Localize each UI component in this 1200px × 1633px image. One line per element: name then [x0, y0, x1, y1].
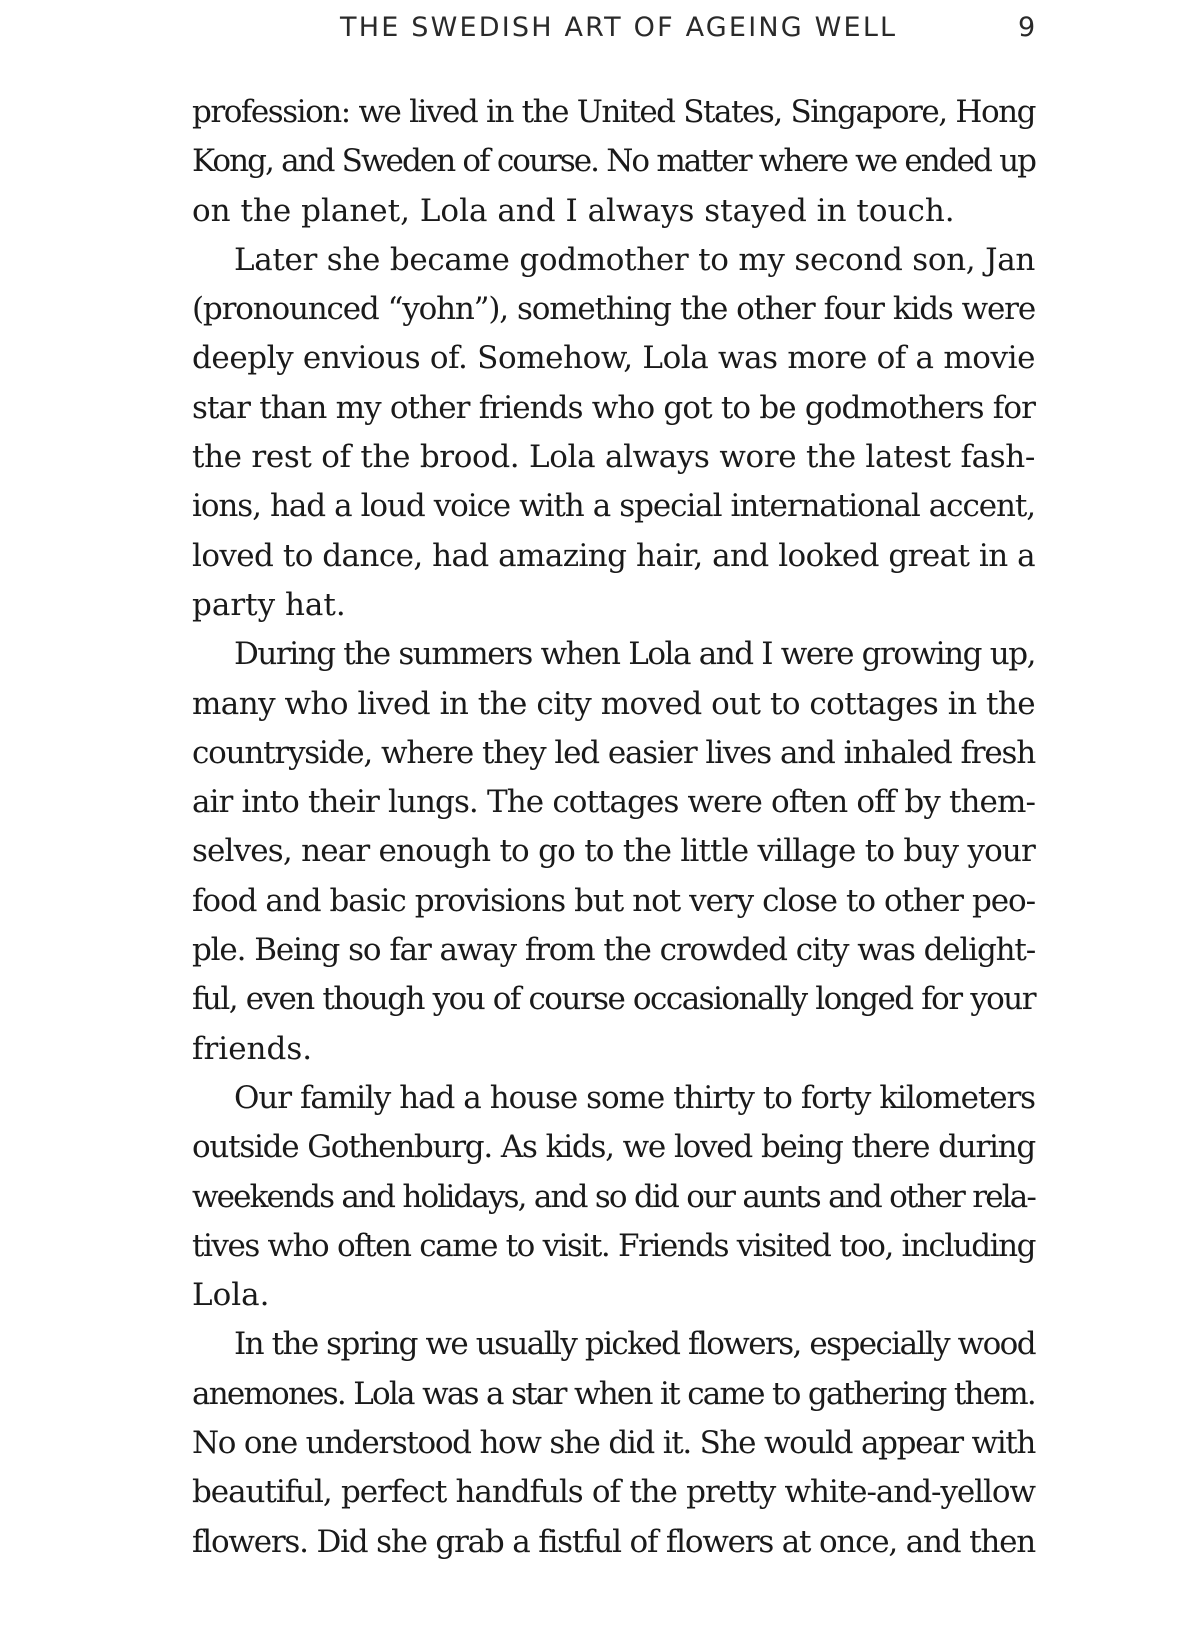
text-line: friends. [192, 1030, 313, 1067]
text-line: star than my other friends who got to be godmothers for [192, 389, 1035, 426]
book-title: THE SWEDISH ART OF AGEING WELL [340, 12, 898, 43]
paragraph [192, 630, 1035, 1074]
text-line: loved to dance, had amazing hair, and looked great in a [192, 537, 1035, 574]
text-line: many who lived in the city moved out to cottages in the [192, 685, 1035, 722]
text-line: party hat. [192, 586, 346, 623]
text-line: selves, near enough to go to the little village to buy your [192, 833, 1035, 870]
text-line: ple. Being so far away from the crowded city was delight- [192, 932, 1035, 969]
text-line: anemones. Lola was a star when it came to gathering them. [192, 1375, 1035, 1412]
running-head [0, 6, 1200, 50]
text-line: No one understood how she did it. She would appear with [192, 1425, 1035, 1462]
text-line: During the summers when Lola and I were growing up, [234, 636, 1035, 673]
text-line: weekends and holidays, and so did our aunts and other rela- [192, 1178, 1035, 1215]
text-line: countryside, where they led easier lives and inhaled fresh [192, 734, 1035, 771]
page-number: 9 [1018, 12, 1036, 43]
text-line: deeply envious of. Somehow, Lola was more of a movie [192, 340, 1035, 377]
text-line: ions, had a loud voice with a special international accent, [192, 488, 1035, 525]
paragraph [192, 88, 1035, 236]
text-line: (pronounced “yohn”), something the other four kids were [192, 291, 1035, 328]
text-line: the rest of the brood. Lola always wore the latest fash- [192, 439, 1035, 476]
text-line: flowers. Did she grab a fistful of flowers at once, and then [192, 1523, 1035, 1560]
text-line: Our family had a house some thirty to forty kilometers [234, 1079, 1035, 1116]
body-text [192, 88, 1035, 1567]
text-line: on the planet, Lola and I always stayed in touch. [192, 192, 955, 229]
paragraph [192, 236, 1035, 630]
text-line: ful, even though you of course occasionally longed for your [192, 981, 1035, 1018]
text-line: In the spring we usually picked flowers, especially wood [234, 1326, 1035, 1363]
text-line: food and basic provisions but not very close to other peo- [192, 882, 1035, 919]
text-line: Kong, and Sweden of course. No matter where we ended up [192, 143, 1035, 180]
text-line: Lola. [192, 1277, 270, 1314]
text-line: beautiful, perfect handfuls of the pretty white-and-yellow [192, 1474, 1035, 1511]
text-line: outside Gothenburg. As kids, we loved being there during [192, 1129, 1035, 1166]
paragraph [192, 1074, 1035, 1320]
paragraph [192, 1320, 1035, 1566]
text-line: air into their lungs. The cottages were often off by them- [192, 784, 1035, 821]
text-line: Later she became godmother to my second son, Jan [234, 241, 1035, 278]
text-line: tives who often came to visit. Friends visited too, including [192, 1227, 1035, 1264]
text-line: profession: we lived in the United States, Singapore, Hong [192, 94, 1035, 130]
